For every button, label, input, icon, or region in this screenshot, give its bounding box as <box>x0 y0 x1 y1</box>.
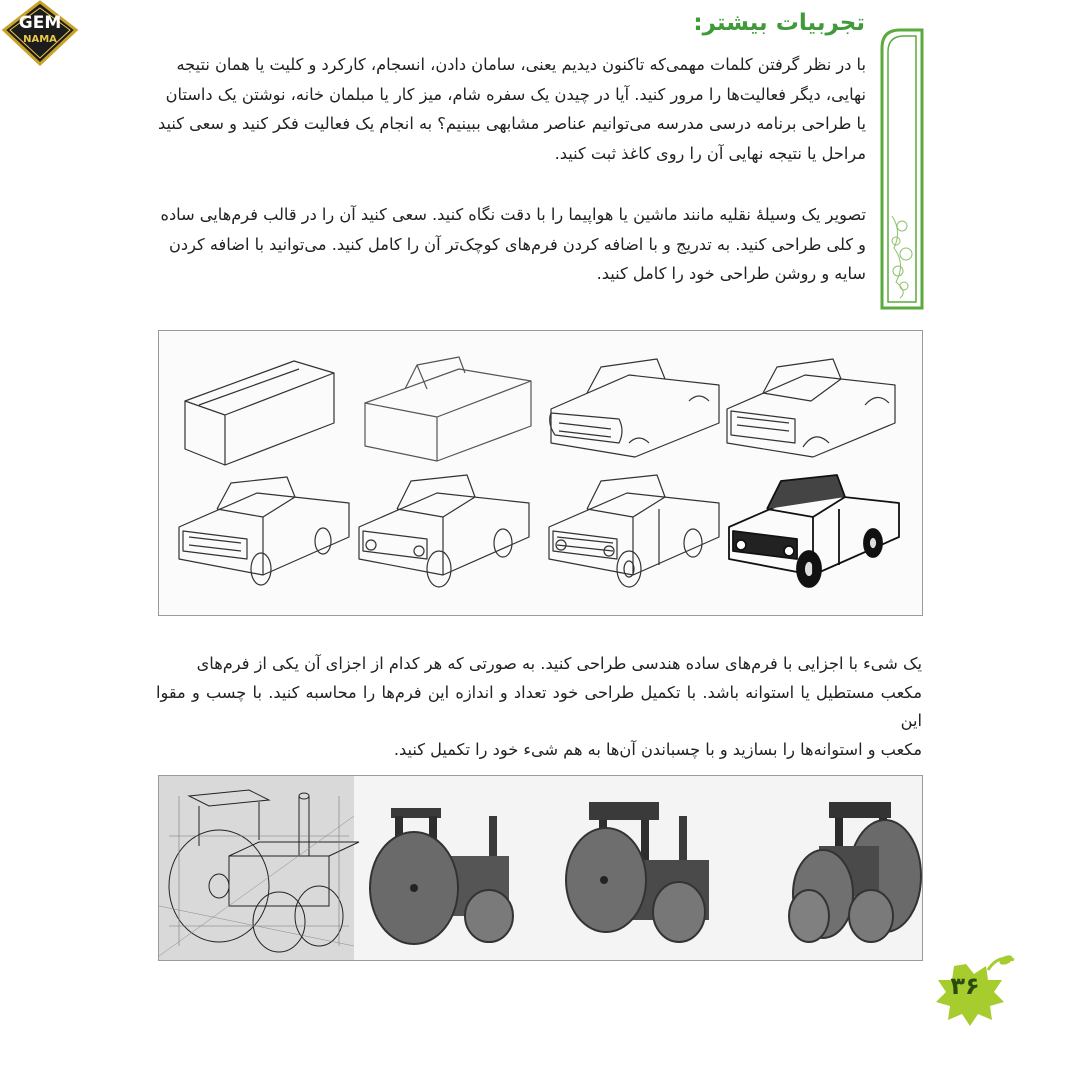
truck-step-6-sketch <box>359 475 529 587</box>
truck-step-5-sketch <box>179 477 349 585</box>
paragraph-3 <box>156 650 922 764</box>
truck-step-2-sketch <box>365 357 531 461</box>
wooden-tractor-photo-3 <box>789 802 921 942</box>
logo-text-main: GEM <box>18 13 62 33</box>
truck-drawing-steps-figure <box>158 330 923 616</box>
paragraph-line: مکعب مستطیل یا استوانه باشد. با تکمیل طراحی خود تعداد و اندازه این فرم‌ها را محاسبه کنید. با چسب و مقوا این <box>156 682 922 731</box>
truck-step-8-sketch <box>729 475 899 587</box>
wooden-tractor-photo-2 <box>566 802 709 942</box>
paragraph-line: و کلی طراحی کنید. به تدریج و با اضافه کردن فرم‌های کوچک‌تر آن را کامل کنید. می‌توانید با اضافه کردن <box>168 234 866 254</box>
section-heading: تجربیات بیشتر: <box>693 10 865 36</box>
paragraph-line: نهایی، دیگر فعالیت‌ها را مرور کنید. آیا در چیدن یک سفره شام، میز کار یا مبلمان خانه، نوشتن یک داستان <box>165 84 866 104</box>
paragraph-2 <box>156 200 866 289</box>
truck-step-7-sketch <box>549 475 719 587</box>
truck-step-3-sketch <box>550 359 719 457</box>
truck-step-4-sketch <box>727 359 895 457</box>
paragraph-line: یک شیء با اجزایی با فرم‌های ساده هندسی طراحی کنید. به صورتی که هر کدام از اجزای آن یکی از فرم‌های <box>196 654 922 673</box>
paragraph-line: با در نظر گرفتن کلمات مهمی‌که تاکنون دیدیم یعنی، سامان دادن، انسجام، کارکرد و کلیت یا همان نتیجه <box>176 55 866 74</box>
paragraph-line: یا طراحی برنامه درسی مدرسه می‌توانیم عناصر مشابهی ببینیم؟ به انجام یک فعالیت فکر کنید و سعی کنید <box>157 114 866 134</box>
tractor-model-figure <box>158 775 923 961</box>
logo-text-sub: NAMA <box>23 34 57 45</box>
wooden-tractor-photo-1 <box>370 808 513 944</box>
paragraph-line: سایه و روشن طراحی خود را کامل کنید. <box>596 264 866 284</box>
paragraph-line: تصویر یک وسیلهٔ نقلیه مانند ماشین یا هواپیما را با دقت نگاه کنید. سعی کنید آن را در قالب فرم‌هایی ساده <box>160 205 866 224</box>
truck-step-1-sketch <box>185 361 334 465</box>
side-frame-decoration <box>878 26 926 312</box>
page-number-badge <box>928 950 1018 1030</box>
paragraph-line: مکعب و استوانه‌ها را بسازید و با چسباندن آن‌ها به هم شیء خود را تکمیل کنید. <box>393 739 922 759</box>
paragraph-line: مراحل یا نتیجه نهایی آن را روی کاغذ ثبت کنید. <box>554 143 866 163</box>
paragraph-1 <box>156 50 866 168</box>
gemnama-logo <box>0 0 80 66</box>
page-number: ۳۶ <box>950 972 980 1000</box>
